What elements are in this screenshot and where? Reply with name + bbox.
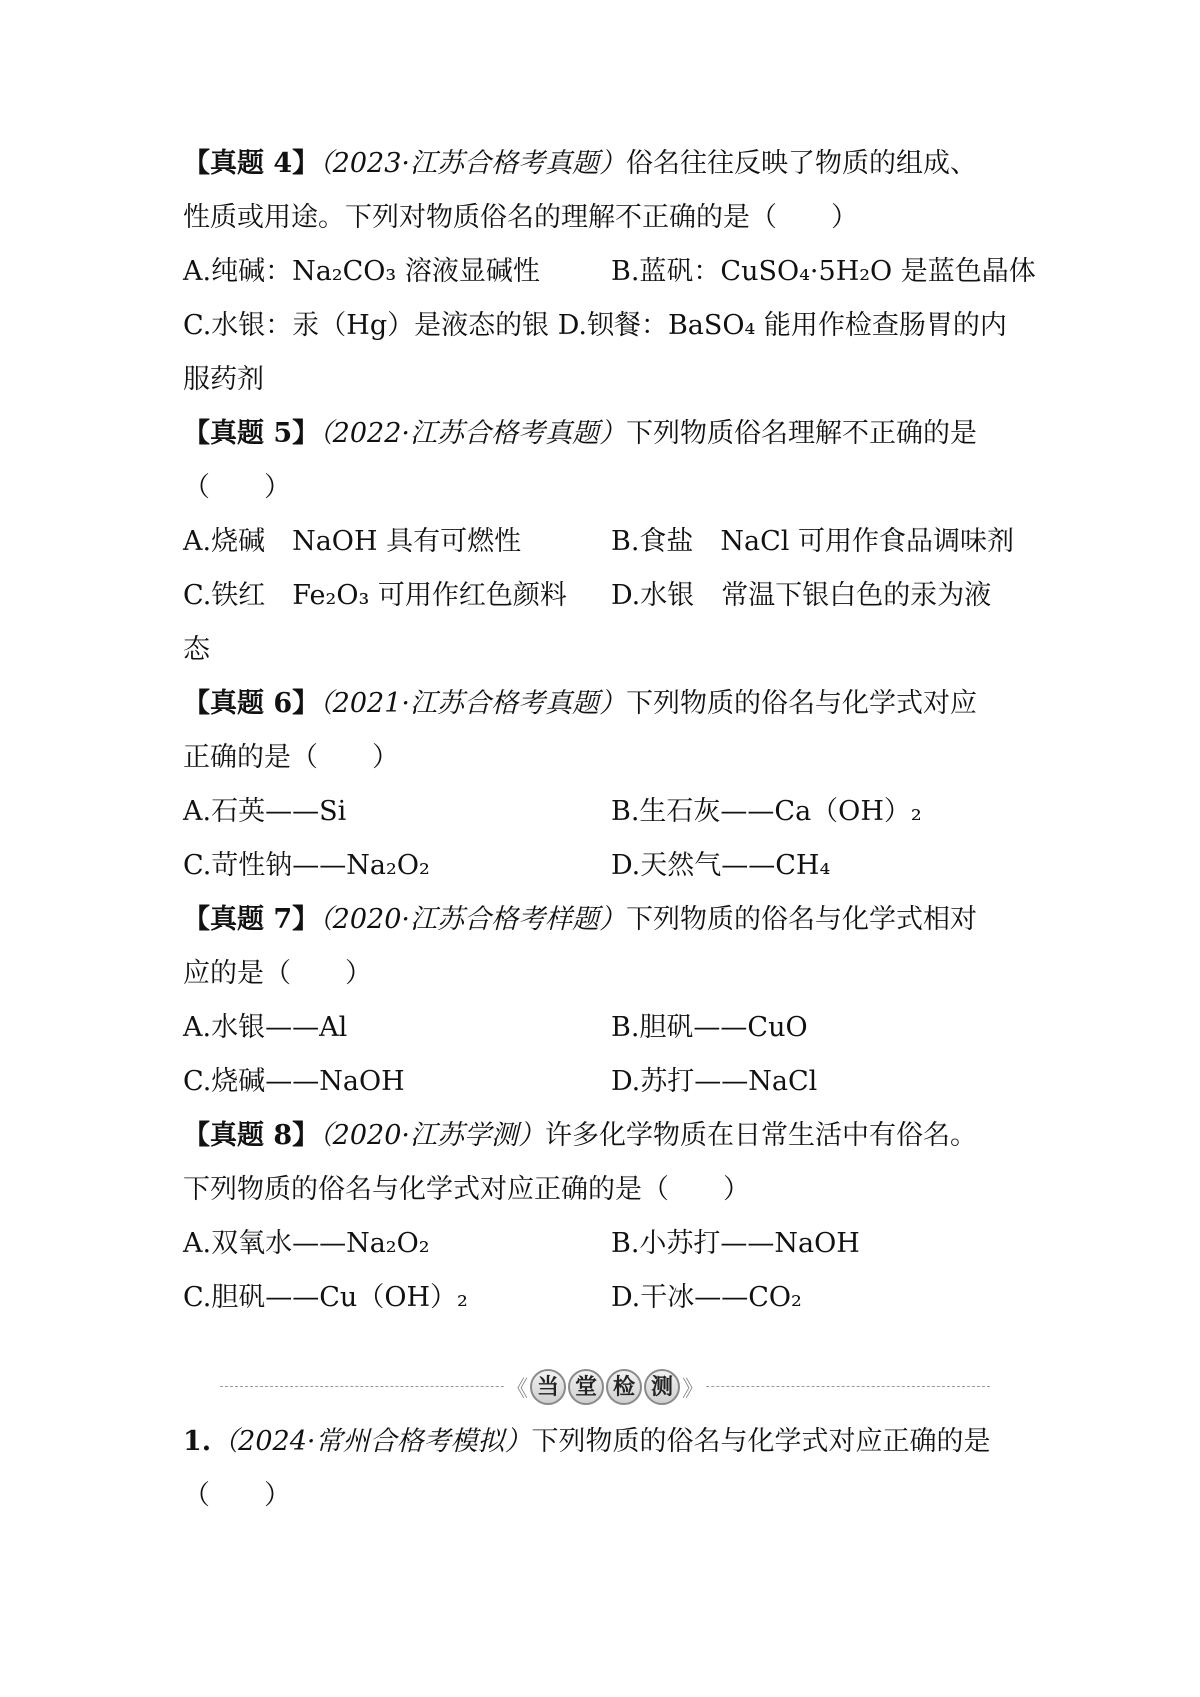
q5-stem-1: 下列物质俗名理解不正确的是 <box>625 418 977 449</box>
section-banner <box>505 1366 705 1408</box>
q7-option-c: C.烧碱——NaOH <box>183 1066 405 1097</box>
q8-stem-1: 许多化学物质在日常生活中有俗名。 <box>544 1120 977 1151</box>
q8-option-c: C.胆矾——Cu（OH）₂ <box>183 1282 468 1313</box>
q6-option-d: D.天然气——CH₄ <box>611 850 831 881</box>
q6-source: （2021·江苏合格考真题） <box>319 688 626 719</box>
q7-stem-2: 应的是（ ） <box>183 958 372 989</box>
q4-tag: 【真题 4】 <box>183 148 320 179</box>
double-chevron-left-icon: 《 <box>505 1376 528 1402</box>
banner-char-3: 检 <box>606 1369 642 1405</box>
q6-option-c: C.苛性钠——Na₂O₂ <box>183 850 430 881</box>
banner-char-4: 测 <box>644 1369 680 1405</box>
q4-stem-1: 俗名往往反映了物质的组成、 <box>625 148 977 179</box>
q4-option-cd: C.水银：汞（Hg）是液态的银 D.钡餐：BaSO₄ 能用作检查肠胃的内 <box>183 310 1007 341</box>
q7-option-d: D.苏打——NaCl <box>611 1066 818 1097</box>
q6-stem-1: 下列物质的俗名与化学式对应 <box>625 688 977 719</box>
q8-tag: 【真题 8】 <box>183 1120 320 1151</box>
practice-1-source: （2024·常州合格考模拟） <box>211 1426 532 1457</box>
q8-option-d: D.干冰——CO₂ <box>611 1282 802 1313</box>
practice-1-number: 1. <box>183 1426 212 1457</box>
q8-option-b: B.小苏打——NaOH <box>611 1228 860 1259</box>
q7-title-line <box>183 902 977 938</box>
q5-option-d: D.水银 常温下银白色的汞为液 <box>611 580 992 611</box>
q8-source: （2020·江苏学测） <box>319 1120 545 1151</box>
q4-option-d-cont: 服药剂 <box>183 364 264 395</box>
banner-char-2: 堂 <box>568 1369 604 1405</box>
double-chevron-right-icon: 》 <box>682 1376 705 1402</box>
q6-stem-2: 正确的是（ ） <box>183 742 399 773</box>
q4-option-b: B.蓝矾：CuSO₄·5H₂O 是蓝色晶体 <box>611 256 1036 287</box>
practice-1-stem-2: （ ） <box>183 1480 291 1511</box>
practice-1-stem-1: 下列物质的俗名与化学式对应正确的是 <box>531 1426 991 1457</box>
banner-char-1: 当 <box>530 1369 566 1405</box>
q7-stem-1: 下列物质的俗名与化学式相对 <box>625 904 977 935</box>
q7-option-a: A.水银——Al <box>183 1012 348 1043</box>
q5-option-c: C.铁红 Fe₂O₃ 可用作红色颜料 <box>183 580 567 611</box>
q6-option-a: A.石英——Si <box>183 796 347 827</box>
q4-stem-2: 性质或用途。下列对物质俗名的理解不正确的是（ ） <box>183 202 858 233</box>
q5-title-line <box>183 416 977 452</box>
q8-title-line <box>183 1118 977 1154</box>
q7-source: （2020·江苏合格考样题） <box>319 904 626 935</box>
q5-tag: 【真题 5】 <box>183 418 320 449</box>
q7-option-b: B.胆矾——CuO <box>611 1012 808 1043</box>
q8-option-a: A.双氧水——Na₂O₂ <box>183 1228 430 1259</box>
q7-tag: 【真题 7】 <box>183 904 320 935</box>
q5-option-d-cont: 态 <box>183 634 210 665</box>
q5-source: （2022·江苏合格考真题） <box>319 418 626 449</box>
q5-option-b: B.食盐 NaCl 可用作食品调味剂 <box>611 526 1015 557</box>
q5-stem-2: （ ） <box>183 472 291 503</box>
q4-title-line <box>183 146 977 182</box>
q6-option-b: B.生石灰——Ca（OH）₂ <box>611 796 922 827</box>
q4-source: （2023·江苏合格考真题） <box>319 148 626 179</box>
q6-title-line <box>183 686 977 722</box>
practice-1-title-line <box>183 1424 990 1460</box>
q8-stem-2: 下列物质的俗名与化学式对应正确的是（ ） <box>183 1174 750 1205</box>
q6-tag: 【真题 6】 <box>183 688 320 719</box>
q5-option-a: A.烧碱 NaOH 具有可燃性 <box>183 526 522 557</box>
q4-option-a: A.纯碱：Na₂CO₃ 溶液显碱性 <box>183 256 540 287</box>
